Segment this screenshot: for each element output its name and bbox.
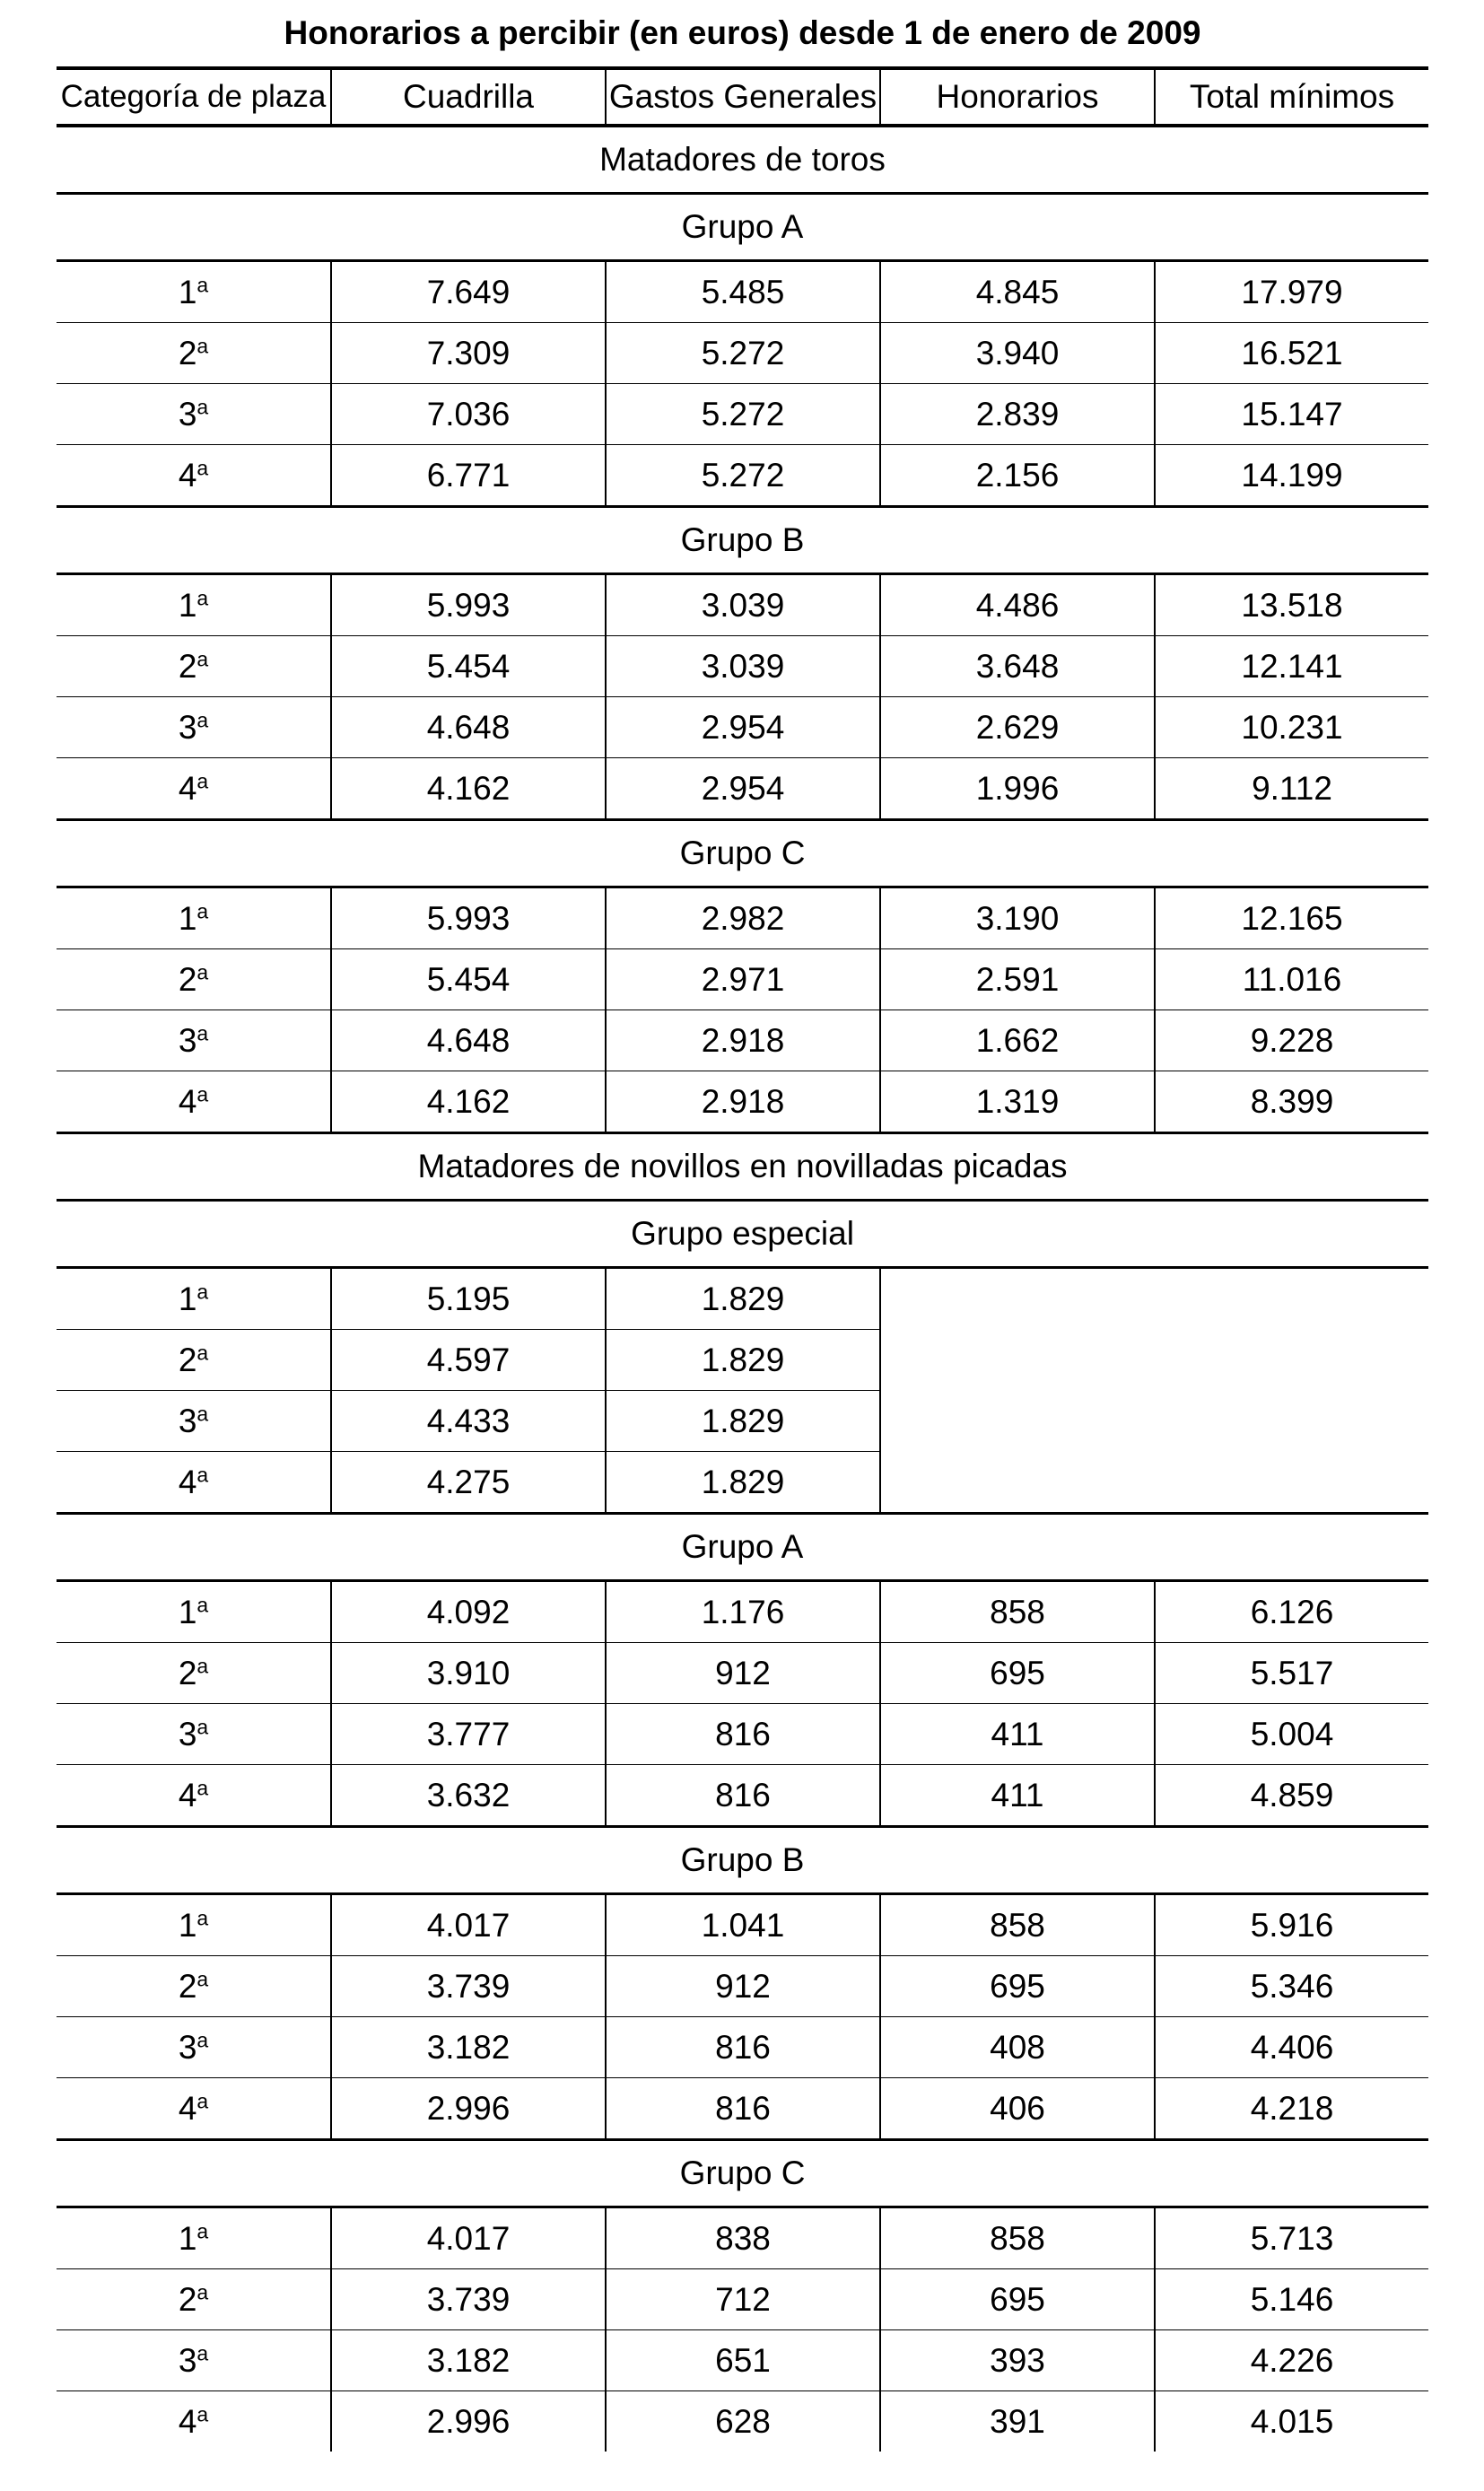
value-cell: 2.839 bbox=[880, 384, 1155, 445]
table-row bbox=[57, 2330, 1428, 2391]
value-cell: 1.662 bbox=[880, 1010, 1155, 1071]
value-cell: 1.319 bbox=[880, 1071, 1155, 1133]
value-cell: 3.039 bbox=[606, 636, 880, 697]
value-cell: 1.829 bbox=[606, 1452, 880, 1514]
value-cell: 411 bbox=[880, 1765, 1155, 1827]
value-cell: 3.182 bbox=[331, 2330, 606, 2391]
group-header-row bbox=[57, 507, 1428, 574]
value-cell: 5.713 bbox=[1155, 2207, 1428, 2269]
category-cell bbox=[57, 1581, 331, 1643]
column-header: Cuadrilla bbox=[331, 68, 606, 126]
value-cell: 8.399 bbox=[1155, 1071, 1428, 1133]
category-number: 4 bbox=[178, 769, 197, 807]
value-cell: 3.739 bbox=[331, 2269, 606, 2330]
value-cell: 6.126 bbox=[1155, 1581, 1428, 1643]
category-cell bbox=[57, 2391, 331, 2452]
category-number: 4 bbox=[178, 1082, 197, 1120]
ordinal-indicator: a bbox=[196, 1592, 209, 1616]
table-row bbox=[57, 2078, 1428, 2140]
value-cell: 5.454 bbox=[331, 949, 606, 1010]
category-number: 1 bbox=[178, 1280, 197, 1317]
category-cell bbox=[57, 1391, 331, 1452]
table-row bbox=[57, 1010, 1428, 1071]
table-row bbox=[57, 1956, 1428, 2017]
category-cell bbox=[57, 636, 331, 697]
value-cell: 406 bbox=[880, 2078, 1155, 2140]
ordinal-indicator: a bbox=[196, 2088, 209, 2112]
value-cell: 4.162 bbox=[331, 758, 606, 820]
value-cell: 858 bbox=[880, 2207, 1155, 2269]
value-cell: 9.228 bbox=[1155, 1010, 1428, 1071]
value-cell: 4.648 bbox=[331, 697, 606, 758]
ordinal-indicator: a bbox=[196, 707, 209, 731]
category-number: 2 bbox=[178, 1341, 197, 1378]
value-cell: 391 bbox=[880, 2391, 1155, 2452]
value-cell: 1.829 bbox=[606, 1330, 880, 1391]
ordinal-indicator: a bbox=[196, 1714, 209, 1738]
table-row bbox=[57, 636, 1428, 697]
value-cell: 393 bbox=[880, 2330, 1155, 2391]
value-cell: 17.979 bbox=[1155, 261, 1428, 323]
value-cell: 838 bbox=[606, 2207, 880, 2269]
category-cell bbox=[57, 1956, 331, 2017]
category-number: 4 bbox=[178, 2089, 197, 2127]
value-cell: 12.141 bbox=[1155, 636, 1428, 697]
category-number: 2 bbox=[178, 2280, 197, 2318]
ordinal-indicator: a bbox=[196, 333, 209, 357]
category-cell bbox=[57, 1268, 331, 1330]
ordinal-indicator: a bbox=[196, 1653, 209, 1677]
category-number: 2 bbox=[178, 1967, 197, 2005]
ordinal-indicator: a bbox=[196, 2340, 209, 2364]
value-cell: 816 bbox=[606, 1765, 880, 1827]
value-cell: 3.190 bbox=[880, 887, 1155, 949]
value-cell: 816 bbox=[606, 2078, 880, 2140]
value-cell: 7.036 bbox=[331, 384, 606, 445]
ordinal-indicator: a bbox=[196, 2218, 209, 2242]
value-cell: 13.518 bbox=[1155, 574, 1428, 636]
table-row bbox=[57, 949, 1428, 1010]
value-cell: 5.916 bbox=[1155, 1894, 1428, 1956]
table-row bbox=[57, 2269, 1428, 2330]
ordinal-indicator: a bbox=[196, 394, 209, 418]
value-cell: 858 bbox=[880, 1894, 1155, 1956]
value-cell: 1.829 bbox=[606, 1268, 880, 1330]
value-cell: 2.918 bbox=[606, 1010, 880, 1071]
table-row bbox=[57, 384, 1428, 445]
group-header-row bbox=[57, 1827, 1428, 1894]
value-cell: 4.597 bbox=[331, 1330, 606, 1391]
ordinal-indicator: a bbox=[196, 2027, 209, 2051]
ordinal-indicator: a bbox=[196, 1966, 209, 1990]
table-row bbox=[57, 1765, 1428, 1827]
value-cell: 9.112 bbox=[1155, 758, 1428, 820]
value-cell: 2.996 bbox=[331, 2078, 606, 2140]
category-cell bbox=[57, 887, 331, 949]
ordinal-indicator: a bbox=[196, 1081, 209, 1106]
column-header: Gastos Generales bbox=[606, 68, 880, 126]
table-row bbox=[57, 323, 1428, 384]
value-cell: 5.195 bbox=[331, 1268, 606, 1330]
category-number: 2 bbox=[178, 1654, 197, 1691]
table-row bbox=[57, 887, 1428, 949]
value-cell: 5.993 bbox=[331, 574, 606, 636]
category-cell bbox=[57, 1452, 331, 1514]
category-number: 2 bbox=[178, 647, 197, 685]
table-row bbox=[57, 2017, 1428, 2078]
category-number: 4 bbox=[178, 456, 197, 494]
category-number: 1 bbox=[178, 273, 197, 310]
value-cell: 2.954 bbox=[606, 758, 880, 820]
category-cell bbox=[57, 1894, 331, 1956]
value-cell: 4.486 bbox=[880, 574, 1155, 636]
value-cell: 912 bbox=[606, 1643, 880, 1704]
value-cell: 1.041 bbox=[606, 1894, 880, 1956]
value-cell: 14.199 bbox=[1155, 445, 1428, 507]
value-cell: 15.147 bbox=[1155, 384, 1428, 445]
section-title: Matadores de novillos en novilladas picadas bbox=[57, 1133, 1428, 1201]
group-title: Grupo A bbox=[57, 194, 1428, 261]
table-row bbox=[57, 1071, 1428, 1133]
value-cell: 3.910 bbox=[331, 1643, 606, 1704]
fees-table-body bbox=[57, 68, 1428, 2452]
category-number: 2 bbox=[178, 334, 197, 371]
ordinal-indicator: a bbox=[196, 1905, 209, 1929]
table-row bbox=[57, 1643, 1428, 1704]
ordinal-indicator: a bbox=[196, 272, 209, 296]
value-cell: 10.231 bbox=[1155, 697, 1428, 758]
value-cell: 4.015 bbox=[1155, 2391, 1428, 2452]
value-cell: 3.648 bbox=[880, 636, 1155, 697]
value-cell: 4.218 bbox=[1155, 2078, 1428, 2140]
value-cell: 695 bbox=[880, 1643, 1155, 1704]
ordinal-indicator: a bbox=[196, 768, 209, 792]
ordinal-indicator: a bbox=[196, 1020, 209, 1044]
column-header-row bbox=[57, 68, 1428, 126]
table-row bbox=[57, 1581, 1428, 1643]
value-cell: 2.591 bbox=[880, 949, 1155, 1010]
value-cell: 816 bbox=[606, 1704, 880, 1765]
value-cell: 3.632 bbox=[331, 1765, 606, 1827]
table-row bbox=[57, 574, 1428, 636]
value-cell: 1.829 bbox=[606, 1391, 880, 1452]
ordinal-indicator: a bbox=[196, 1279, 209, 1303]
table-row bbox=[57, 697, 1428, 758]
category-cell bbox=[57, 261, 331, 323]
value-cell: 3.039 bbox=[606, 574, 880, 636]
section-header-row bbox=[57, 126, 1428, 194]
value-cell: 4.433 bbox=[331, 1391, 606, 1452]
group-title: Grupo C bbox=[57, 820, 1428, 887]
value-cell: 11.016 bbox=[1155, 949, 1428, 1010]
value-cell: 5.272 bbox=[606, 384, 880, 445]
category-cell bbox=[57, 2078, 331, 2140]
value-cell: 4.162 bbox=[331, 1071, 606, 1133]
value-cell: 628 bbox=[606, 2391, 880, 2452]
category-number: 2 bbox=[178, 960, 197, 998]
ordinal-indicator: a bbox=[196, 959, 209, 983]
value-cell: 3.182 bbox=[331, 2017, 606, 2078]
category-cell bbox=[57, 2269, 331, 2330]
table-row bbox=[57, 1894, 1428, 1956]
value-cell: 5.517 bbox=[1155, 1643, 1428, 1704]
ordinal-indicator: a bbox=[196, 898, 209, 922]
value-cell: 712 bbox=[606, 2269, 880, 2330]
category-number: 4 bbox=[178, 1463, 197, 1500]
column-header: Total mínimos bbox=[1155, 68, 1428, 126]
value-cell: 816 bbox=[606, 2017, 880, 2078]
category-number: 3 bbox=[178, 708, 197, 746]
value-cell: 4.017 bbox=[331, 2207, 606, 2269]
category-cell bbox=[57, 1010, 331, 1071]
ordinal-indicator: a bbox=[196, 1340, 209, 1364]
category-cell bbox=[57, 2330, 331, 2391]
value-cell: 4.092 bbox=[331, 1581, 606, 1643]
value-cell: 5.454 bbox=[331, 636, 606, 697]
value-cell: 3.777 bbox=[331, 1704, 606, 1765]
category-number: 4 bbox=[178, 2402, 197, 2440]
value-cell: 695 bbox=[880, 2269, 1155, 2330]
value-cell: 2.982 bbox=[606, 887, 880, 949]
value-cell: 912 bbox=[606, 1956, 880, 2017]
value-cell: 2.996 bbox=[331, 2391, 606, 2452]
category-number: 1 bbox=[178, 1906, 197, 1944]
column-header: Honorarios bbox=[880, 68, 1155, 126]
category-number: 3 bbox=[178, 1715, 197, 1752]
value-cell: 4.845 bbox=[880, 261, 1155, 323]
group-title: Grupo C bbox=[57, 2140, 1428, 2207]
value-cell: 3.739 bbox=[331, 1956, 606, 2017]
value-cell: 3.940 bbox=[880, 323, 1155, 384]
value-cell: 12.165 bbox=[1155, 887, 1428, 949]
category-number: 1 bbox=[178, 899, 197, 937]
group-title: Grupo especial bbox=[57, 1201, 1428, 1268]
group-header-row bbox=[57, 2140, 1428, 2207]
ordinal-indicator: a bbox=[196, 1401, 209, 1425]
category-number: 3 bbox=[178, 1402, 197, 1439]
category-cell bbox=[57, 1071, 331, 1133]
value-cell: 4.226 bbox=[1155, 2330, 1428, 2391]
category-number: 1 bbox=[178, 2219, 197, 2257]
category-cell bbox=[57, 445, 331, 507]
ordinal-indicator: a bbox=[196, 2401, 209, 2425]
category-number: 3 bbox=[178, 2341, 197, 2379]
category-cell bbox=[57, 1765, 331, 1827]
value-cell: 2.918 bbox=[606, 1071, 880, 1133]
value-cell: 2.954 bbox=[606, 697, 880, 758]
group-header-row bbox=[57, 194, 1428, 261]
section-title: Matadores de toros bbox=[57, 126, 1428, 194]
category-cell bbox=[57, 323, 331, 384]
ordinal-indicator: a bbox=[196, 646, 209, 670]
group-title: Grupo A bbox=[57, 1514, 1428, 1581]
category-cell bbox=[57, 1704, 331, 1765]
category-cell bbox=[57, 2207, 331, 2269]
column-header: Categoría de plaza bbox=[57, 68, 331, 126]
value-cell: 4.275 bbox=[331, 1452, 606, 1514]
group-header-row bbox=[57, 1514, 1428, 1581]
value-cell: 411 bbox=[880, 1704, 1155, 1765]
table-row bbox=[57, 2391, 1428, 2452]
category-cell bbox=[57, 758, 331, 820]
table-row bbox=[57, 261, 1428, 323]
value-cell: 408 bbox=[880, 2017, 1155, 2078]
category-number: 1 bbox=[178, 1593, 197, 1630]
category-cell bbox=[57, 1330, 331, 1391]
value-cell: 2.629 bbox=[880, 697, 1155, 758]
empty-cell bbox=[880, 1268, 1428, 1514]
category-cell bbox=[57, 949, 331, 1010]
value-cell: 695 bbox=[880, 1956, 1155, 2017]
table-row bbox=[57, 1704, 1428, 1765]
table-row bbox=[57, 758, 1428, 820]
value-cell: 651 bbox=[606, 2330, 880, 2391]
value-cell: 5.272 bbox=[606, 323, 880, 384]
ordinal-indicator: a bbox=[196, 1462, 209, 1486]
ordinal-indicator: a bbox=[196, 585, 209, 609]
value-cell: 5.272 bbox=[606, 445, 880, 507]
value-cell: 1.996 bbox=[880, 758, 1155, 820]
table-row bbox=[57, 1268, 1428, 1330]
fees-table bbox=[57, 66, 1428, 2452]
category-number: 4 bbox=[178, 1776, 197, 1814]
category-cell bbox=[57, 2017, 331, 2078]
value-cell: 5.004 bbox=[1155, 1704, 1428, 1765]
category-cell bbox=[57, 1643, 331, 1704]
category-cell bbox=[57, 384, 331, 445]
value-cell: 16.521 bbox=[1155, 323, 1428, 384]
value-cell: 4.017 bbox=[331, 1894, 606, 1956]
section-header-row bbox=[57, 1133, 1428, 1201]
category-cell bbox=[57, 574, 331, 636]
value-cell: 6.771 bbox=[331, 445, 606, 507]
value-cell: 858 bbox=[880, 1581, 1155, 1643]
category-number: 3 bbox=[178, 2028, 197, 2066]
value-cell: 5.993 bbox=[331, 887, 606, 949]
value-cell: 4.406 bbox=[1155, 2017, 1428, 2078]
value-cell: 5.485 bbox=[606, 261, 880, 323]
value-cell: 4.648 bbox=[331, 1010, 606, 1071]
category-number: 3 bbox=[178, 1021, 197, 1059]
category-cell bbox=[57, 697, 331, 758]
group-header-row bbox=[57, 820, 1428, 887]
value-cell: 2.156 bbox=[880, 445, 1155, 507]
group-title: Grupo B bbox=[57, 1827, 1428, 1894]
category-number: 1 bbox=[178, 586, 197, 624]
value-cell: 1.176 bbox=[606, 1581, 880, 1643]
value-cell: 7.309 bbox=[331, 323, 606, 384]
table-row bbox=[57, 2207, 1428, 2269]
category-number: 3 bbox=[178, 395, 197, 433]
group-header-row bbox=[57, 1201, 1428, 1268]
group-title: Grupo B bbox=[57, 507, 1428, 574]
value-cell: 5.346 bbox=[1155, 1956, 1428, 2017]
ordinal-indicator: a bbox=[196, 455, 209, 479]
document-title: Honorarios a percibir (en euros) desde 1 de enero de 2009 bbox=[284, 14, 1201, 51]
value-cell: 7.649 bbox=[331, 261, 606, 323]
value-cell: 2.971 bbox=[606, 949, 880, 1010]
value-cell: 5.146 bbox=[1155, 2269, 1428, 2330]
ordinal-indicator: a bbox=[196, 1775, 209, 1799]
ordinal-indicator: a bbox=[196, 2279, 209, 2303]
value-cell: 4.859 bbox=[1155, 1765, 1428, 1827]
table-row bbox=[57, 445, 1428, 507]
